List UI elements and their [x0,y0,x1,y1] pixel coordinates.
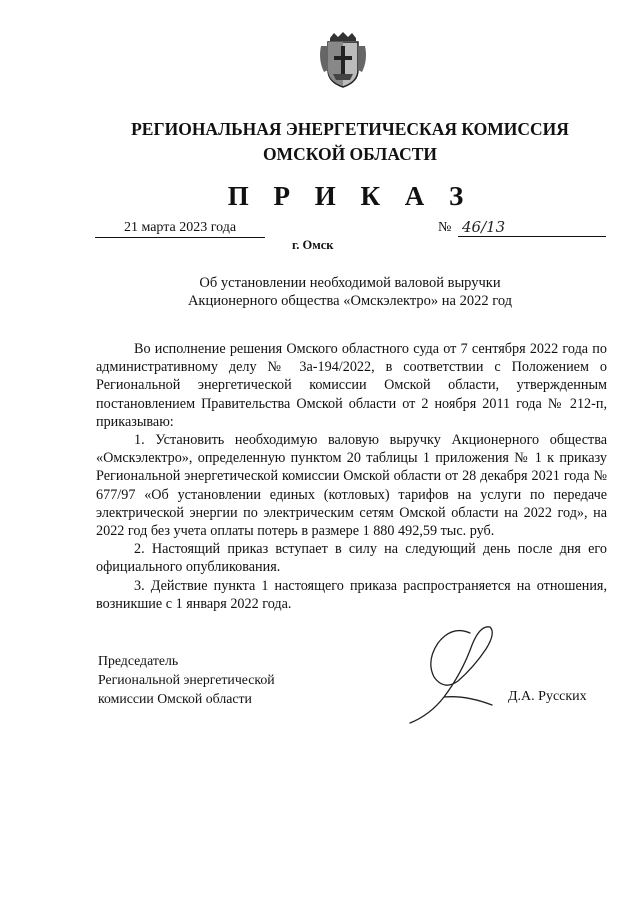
signer-title-line2: Региональной энергетической [98,672,275,687]
signer-name: Д.А. Русских [508,689,587,704]
body-item-3: 3. Действие пункта 1 настоящего приказа распространяется на отношения, возникшие с 1 января 2022 года. [96,577,607,612]
org-name-line1: РЕГИОНАЛЬНАЯ ЭНЕРГЕТИЧЕСКАЯ КОМИССИЯ [131,119,569,139]
body-intro-paragraph: Во исполнение решения Омского областного суда от 7 сентября 2022 года по административному делу № 3а-194/2022, в соответствии с Положением о Региональной энергетической комиссии Омской области, утвержденным постановлением Правительства Омской области от 2 ноября 2011 года № 212-п, приказываю: [96,341,607,430]
subject-line1: Об установлении необходимой валовой выручки [199,275,501,291]
document-city: г. Омск [292,238,334,252]
document-number-underline [458,236,606,237]
document-date: 21 марта 2023 года [95,220,265,238]
signer-title-line3: комиссии Омской области [98,691,252,706]
body-item-2: 2. Настоящий приказ вступает в силу на следующий день после дня его официального опубликования. [96,541,607,576]
body-item-1: 1. Установить необходимую валовую выручку Акционерного общества «Омскэлектро», определенную пунктом 20 таблицы 1 приложения № 1 к приказу Региональной энергетической комиссии Омской области от 28 декабря 2021 года № 677/97 «Об установлении единых (котловых) тарифов на услуги по передаче электрической энергии по электрическим сетям Омской области на 2022 год», на 2022 год без учета оплаты потерь в размере 1 880 492,59 тыс. руб. [96,432,607,540]
org-name-line2: ОМСКОЙ ОБЛАСТИ [262,144,438,164]
subject-line2: Акционерного общества «Омскэлектро» на 2022 год [187,293,513,309]
document-title: П Р И К А З [227,181,473,211]
document-body [96,340,607,613]
signer-title [98,651,275,708]
document-number-value: 46/13 [462,218,506,236]
coat-of-arms-icon [318,32,368,88]
document-number-label: № [438,220,452,235]
signer-title-line1: Председатель [98,653,179,668]
handwritten-signature-icon [400,615,510,730]
document-subject [120,274,580,310]
